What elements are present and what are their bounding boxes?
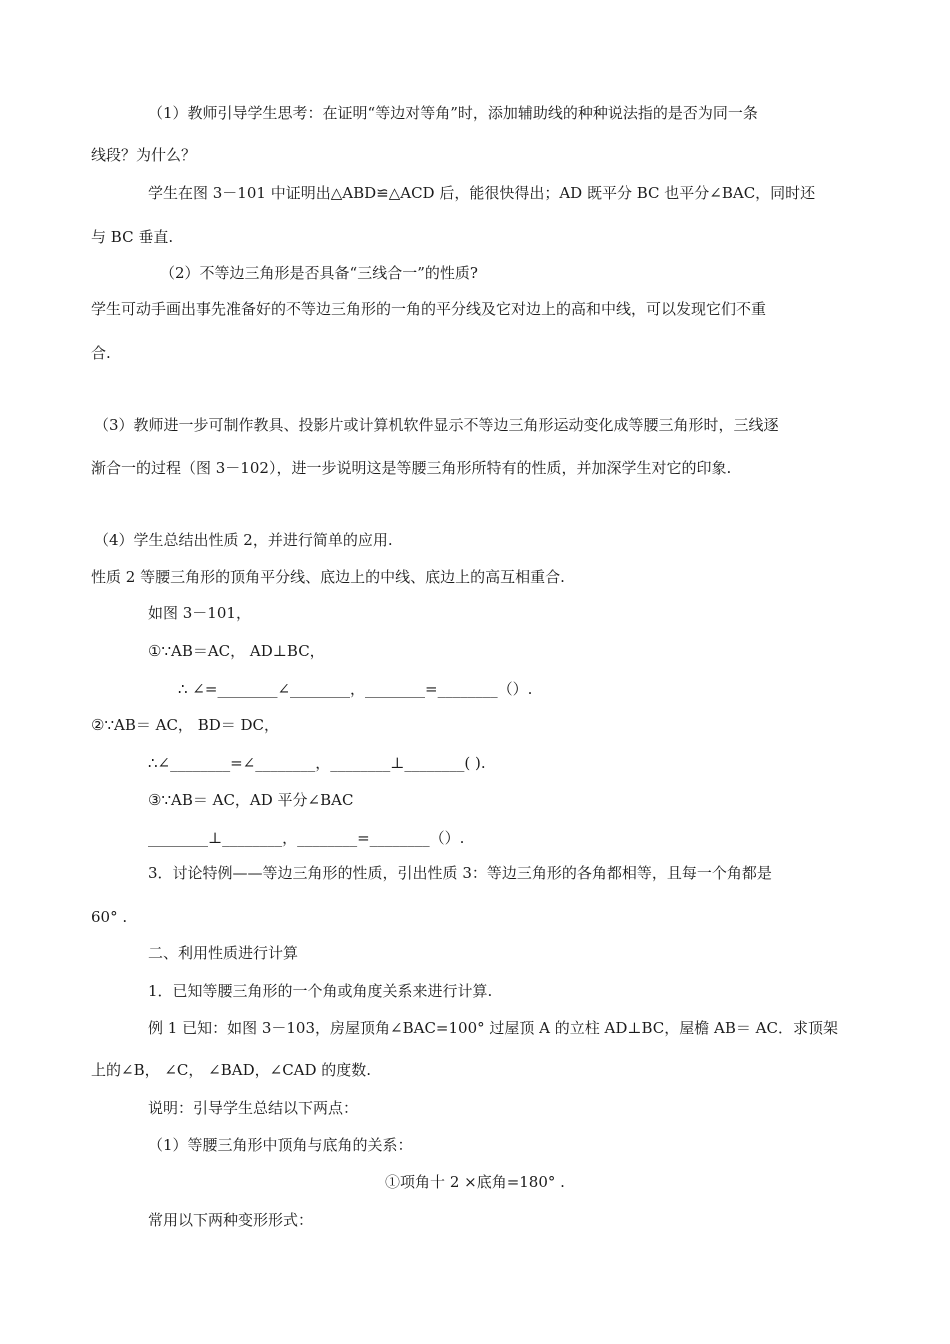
paragraph-line: 60° . bbox=[91, 908, 128, 926]
paragraph-line: 如图 3－101， bbox=[148, 604, 251, 622]
paragraph-line: （1）等腰三角形中顶角与底角的关系： bbox=[148, 1136, 413, 1154]
paragraph-line: （1）教师引导学生思考：在证明“等边对等角”时，添加辅助线的种种说法指的是否为同一条 bbox=[148, 104, 758, 122]
paragraph-line: 1．已知等腰三角形的一个角或角度关系来进行计算. bbox=[148, 982, 493, 1000]
paragraph-line: 学生可动手画出事先准备好的不等边三角形的一角的平分线及它对边上的高和中线，可以发现它们不重 bbox=[91, 300, 767, 318]
proof-line: ①∵AB＝AC， AD⊥BC， bbox=[148, 642, 325, 660]
paragraph-line: （4）学生总结出性质 2，并进行简单的应用. bbox=[94, 531, 393, 549]
paragraph-line: 合. bbox=[91, 344, 111, 362]
paragraph-line: （2）不等边三角形是否具备“三线合一”的性质? bbox=[160, 264, 478, 282]
section-heading: 二、利用性质进行计算 bbox=[148, 944, 299, 962]
paragraph-line: 渐合一的过程（图 3－102），进一步说明这是等腰三角形所特有的性质，并加深学生对它的印象. bbox=[91, 459, 732, 477]
paragraph-line: 与 BC 垂直. bbox=[91, 228, 174, 246]
paragraph-line: （3）教师进一步可制作教具、投影片或计算机软件显示不等边三角形运动变化成等腰三角形时，三线逐 bbox=[94, 416, 779, 434]
paragraph-line: 常用以下两种变形形式： bbox=[148, 1211, 314, 1229]
proof-line: ②∵AB＝ AC， BD＝ DC， bbox=[91, 716, 280, 734]
example-line: 例 1 已知：如图 3－103，房屋顶角∠BAC=100° 过屋顶 A 的立柱 AD⊥BC，屋檐 AB＝ AC．求顶架 bbox=[148, 1019, 838, 1037]
paragraph-line: 线段？为什么？ bbox=[91, 146, 197, 164]
proof-line: ∴∠________=∠________，________⊥________( ). bbox=[148, 754, 486, 772]
paragraph-line: 3．讨论特例——等边三角形的性质，引出性质 3：等边三角形的各角都相等，且每一个角都是 bbox=[148, 864, 772, 882]
paragraph-line: 说明：引导学生总结以下两点： bbox=[148, 1099, 359, 1117]
proof-line: ∴ ∠=________∠________，________=________（）. bbox=[178, 680, 533, 698]
formula-line: ①项角十 2 ×底角=180° . bbox=[385, 1173, 565, 1191]
proof-line: ③∵AB＝ AC，AD 平分∠BAC bbox=[148, 791, 354, 809]
paragraph-line: 学生在图 3－101 中证明出△ABD≌△ACD 后，能很快得出；AD 既平分 BC 也平分∠BAC，同时还 bbox=[148, 184, 816, 202]
example-line: 上的∠B， ∠C， ∠BAD，∠CAD 的度数. bbox=[91, 1061, 372, 1079]
property-line: 性质 2 等腰三角形的顶角平分线、底边上的中线、底边上的高互相重合. bbox=[91, 568, 565, 586]
proof-line: ________⊥________，________=________（）. bbox=[148, 829, 465, 847]
